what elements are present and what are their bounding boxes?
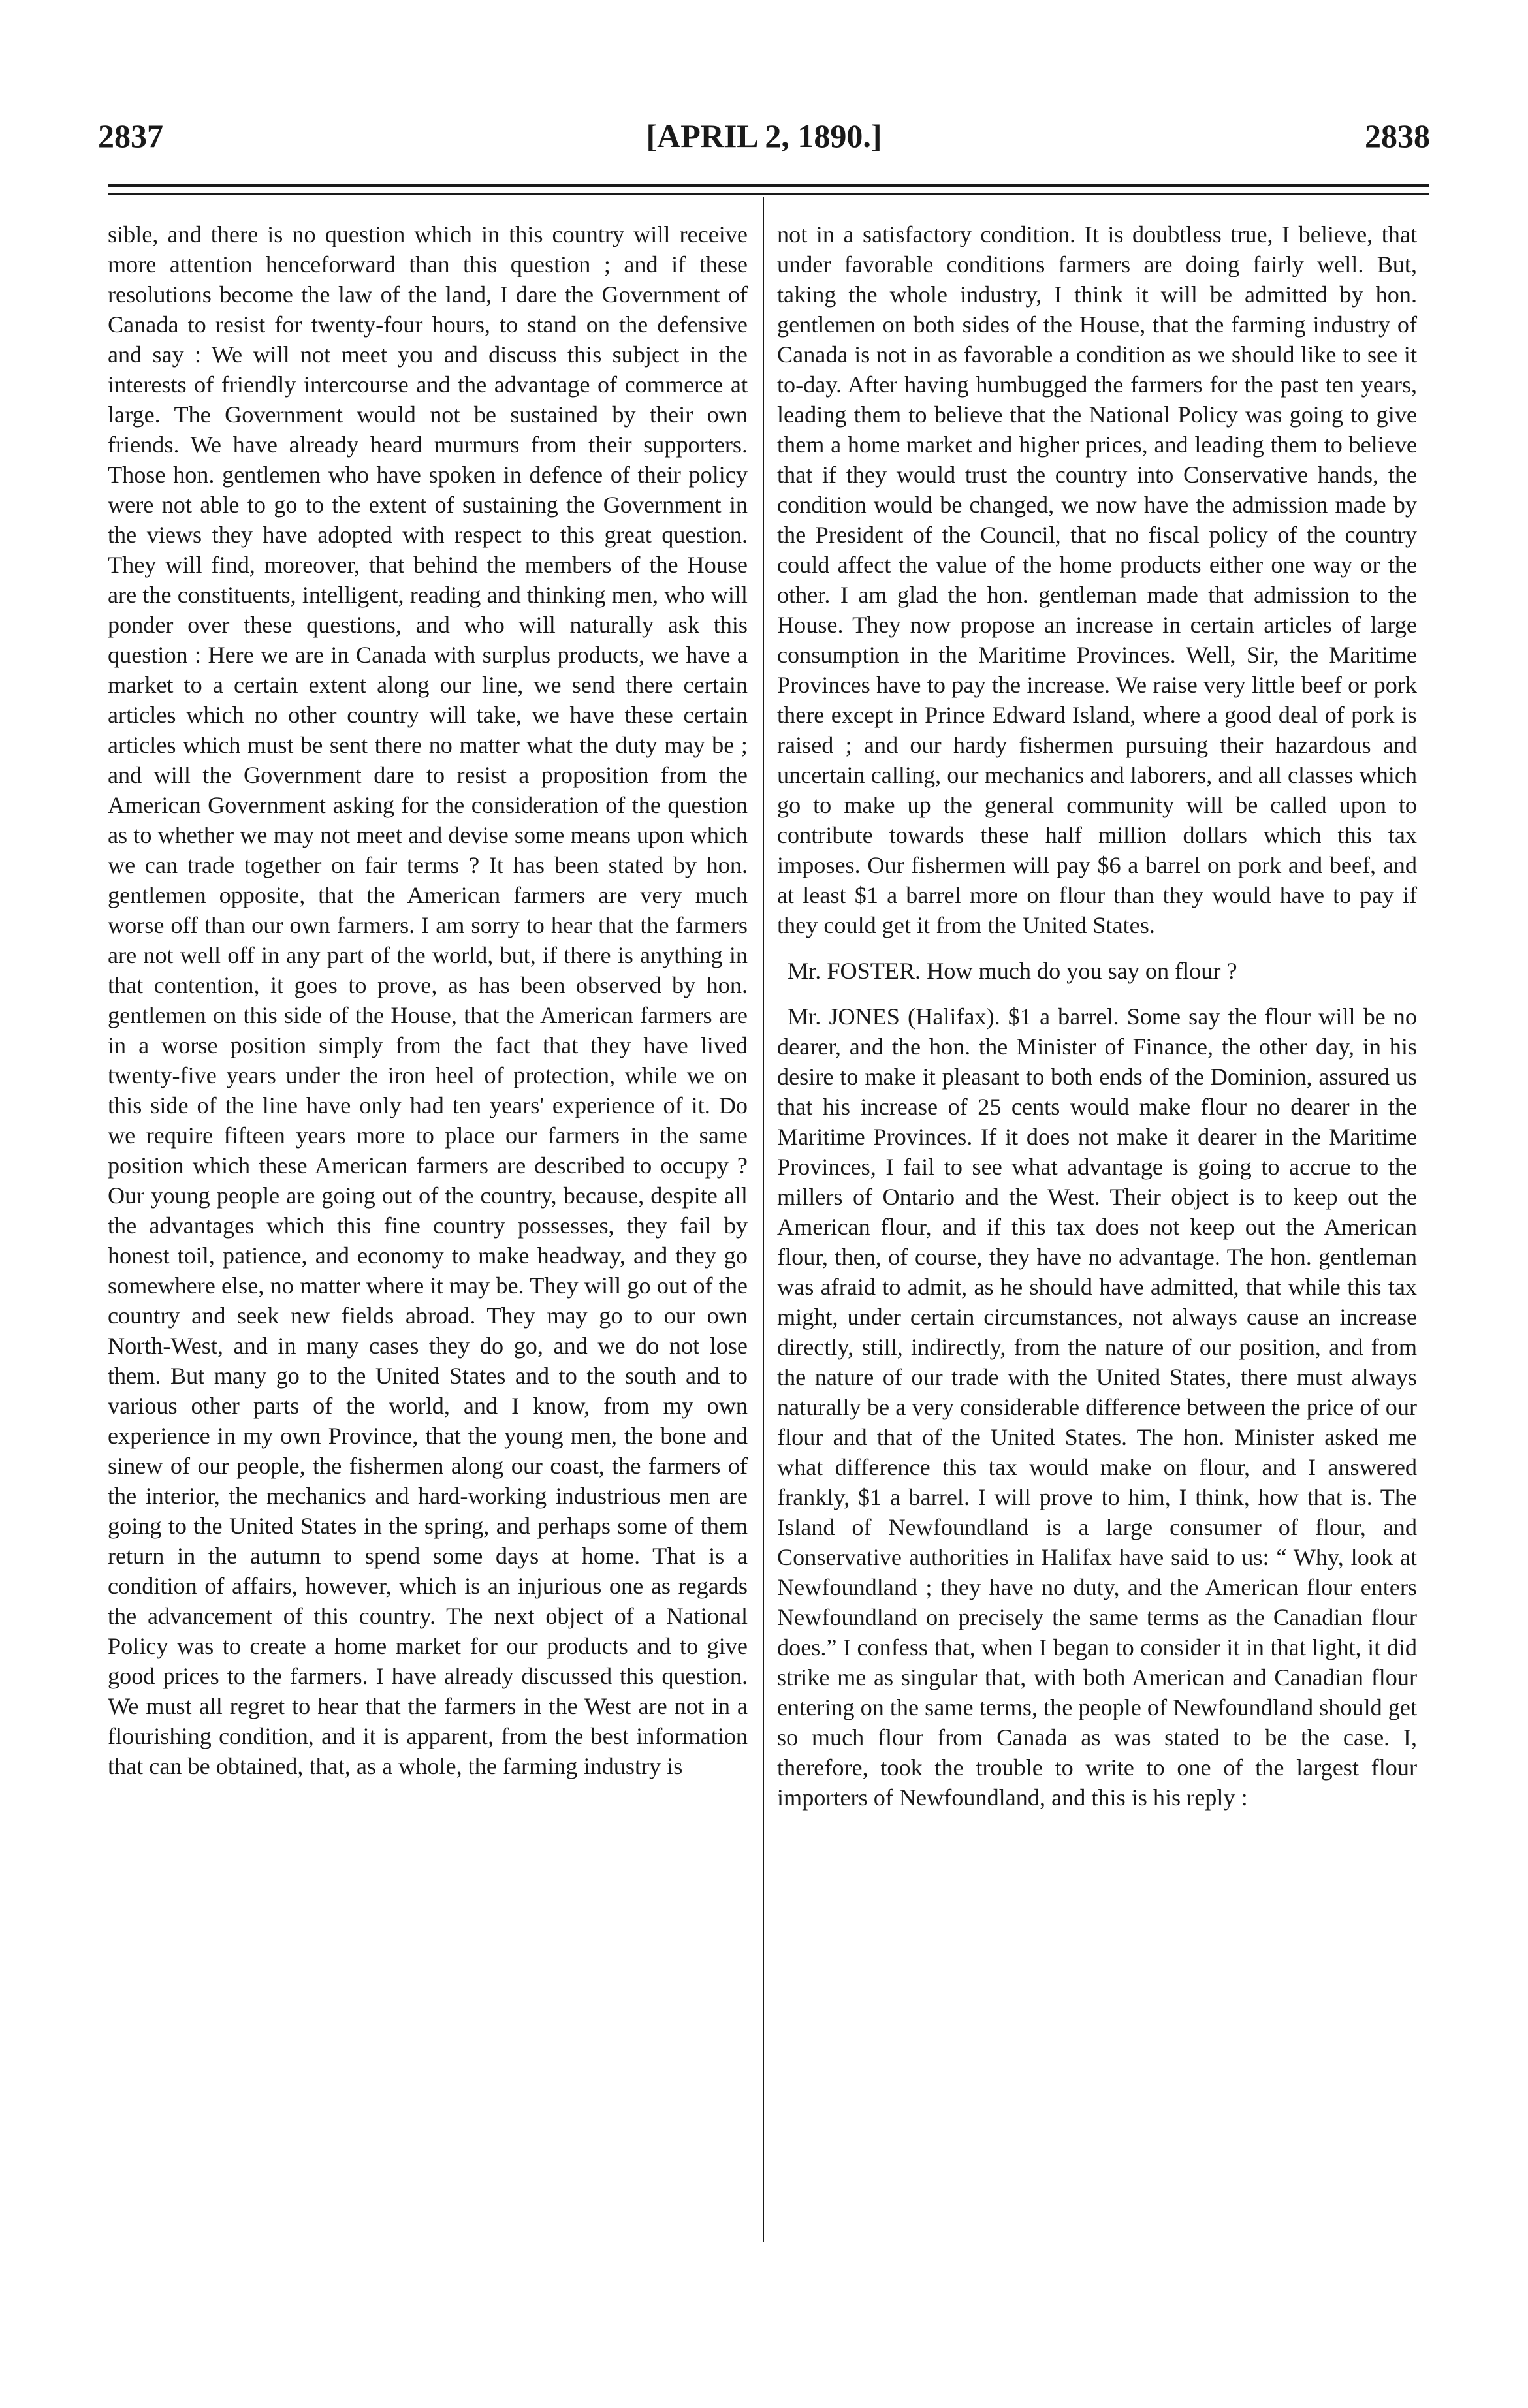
speech-foster: Mr. FOSTER. How much do you say on flour ? bbox=[788, 958, 1237, 984]
left-column bbox=[108, 219, 748, 1781]
page-header bbox=[98, 116, 1430, 162]
header-rule-thick bbox=[108, 184, 1429, 187]
header-rule-thin bbox=[108, 193, 1429, 195]
column-divider bbox=[763, 197, 764, 2242]
right-column bbox=[777, 219, 1417, 1813]
right-column-paragraph-continued: not in a satisfactory condition. It is doubtless true, I believe, that under favorable conditions farmers are doing fairly well. But, taking the whole industry, I think it will be admitted by hon. gentlemen on both sides of the House, that the farming industry of Canada is not in as favorable a condition as we should like to see it to-day. After having humbugged the farmers for the past ten years, leading them to believe that the National Policy was going to give them a home market and higher prices, and leading them to believe that if they would trust the country into Conservative hands, the condition would be changed, we now have the admission made by the President of the Council, that no fiscal policy of the country could affect the value of the home products either one way or the other. I am glad the hon. gentleman made that admission to the House. They now propose an increase in certain articles of large consumption in the Maritime Provinces. Well, Sir, the Maritime Provinces have to pay the increase. We raise very little beef or pork there except in Prince Edward Island, where a good deal of pork is raised ; and our hardy fishermen pursuing their hazardous and uncertain calling, our mechanics and laborers, and all classes which go to make up the general community will be called upon to contribute towards these half million dollars which this tax imposes. Our fishermen will pay $6 a barrel on pork and beef, and at least $1 a barrel more on flour than they would have to pay if they could get it from the United States. bbox=[777, 221, 1417, 938]
left-column-paragraph: sible, and there is no question which in this country will receive more attention henceforward than this question ; and if these resolutions become the law of the land, I dare the Government of Canada to resist for twenty-four hours, to stand on the defensive and say : We will not meet you and discuss this subject in the interests of friendly intercourse and the advantage of commerce at large. The Government would not be sustained by their own friends. We have already heard murmurs from their supporters. Those hon. gentlemen who have spoken in defence of their policy were not able to go to the extent of sustaining the Government in the views they have adopted with respect to this great question. They will find, moreover, that behind the members of the House are the constituents, intelligent, reading and thinking men, who will ponder over these questions, and who will naturally ask this question : Here we are in Canada with surplus products, we have a market to a certain extent along our line, we send there certain articles which no other country will take, we have these certain articles which must be sent there no matter what the duty may be ; and will the Government dare to resist a proposition from the American Government asking for the consideration of the question as to whether we may not meet and devise some means upon which we can trade together on fair terms ? It has been stated by hon. gentlemen opposite, that the American farmers are very much worse off than our own farmers. I am sorry to hear that the farmers are not well off in any part of the world, but, if there is anything in that contention, it goes to prove, as has been observed by hon. gentlemen on this side of the House, that the American farmers are in a worse position simply from the fact that they have lived twenty-five years under the iron heel of protection, while we on this side of the line have only had ten years' experience of it. Do we require fifteen years more to place our farmers in the same position which these American farmers are described to occupy ? Our young people are going out of the country, because, despite all the advantages which this fine country possesses, they fail by honest toil, patience, and economy to make headway, and they go somewhere else, no matter where it may be. They will go out of the country and seek new fields abroad. They may go to our own North-West, and in many cases they do go, and we do not lose them. But many go to the United States and to the south and to various other parts of the world, and I know, from my own experience in my own Province, that the young men, the bone and sinew of our people, the fishermen along our coast, the farmers of the interior, the mechanics and hard-working industrious men are going to the United States in the spring, and perhaps some of them return in the autumn to spend some days at home. That is a condition of affairs, however, which is an injurious one as regards the advancement of this country. The next object of a National Policy was to create a home market for our products and to give good prices to the farmers. I have already discussed this question. We must all regret to hear that the farmers in the West are not in a flourishing condition, and it is apparent, from the best information that can be obtained, that, as a whole, the farming industry is bbox=[108, 221, 748, 1779]
page-number-left: 2837 bbox=[98, 118, 163, 154]
header-date: [APRIL 2, 1890.] bbox=[646, 118, 882, 154]
page-number-right: 2838 bbox=[1365, 118, 1430, 154]
speech-jones: Mr. JONES (Halifax). $1 a barrel. Some say the flour will be no dearer, and the hon. the Minister of Finance, the other day, in his desire to make it pleasant to both ends of the Dominion, assured us that his increase of 25 cents would make flour no dearer in the Maritime Provinces. If it does not make it dearer in the Maritime Provinces, I fail to see what advantage is going to accrue to the millers of Ontario and the West. Their object is to keep out the American flour, and if this tax does not keep out the American flour, then, of course, they have no advantage. The hon. gentleman was afraid to admit, as he should have admitted, that while this tax might, under certain circumstances, not always cause an increase directly, still, indirectly, from the nature of our position, and from the nature of our trade with the United States, there must always naturally be a very considerable difference between the price of our flour and that of the United States. The hon. Minister asked me what difference this tax would make on flour, and I answered frankly, $1 a barrel. I will prove to him, I think, how that is. The Island of Newfoundland is a large consumer of flour, and Conservative authorities in Halifax have said to us: “ Why, look at Newfoundland ; they have no duty, and the American flour enters Newfoundland on precisely the same terms as the Canadian flour does.” I confess that, when I began to consider it in that light, it did strike me as singular that, with both American and Canadian flour entering on the same terms, the people of Newfoundland should get so much flour from Canada as was stated to be the case. I, therefore, took the trouble to write to one of the largest flour importers of Newfoundland, and this is his reply : bbox=[777, 1004, 1417, 1811]
